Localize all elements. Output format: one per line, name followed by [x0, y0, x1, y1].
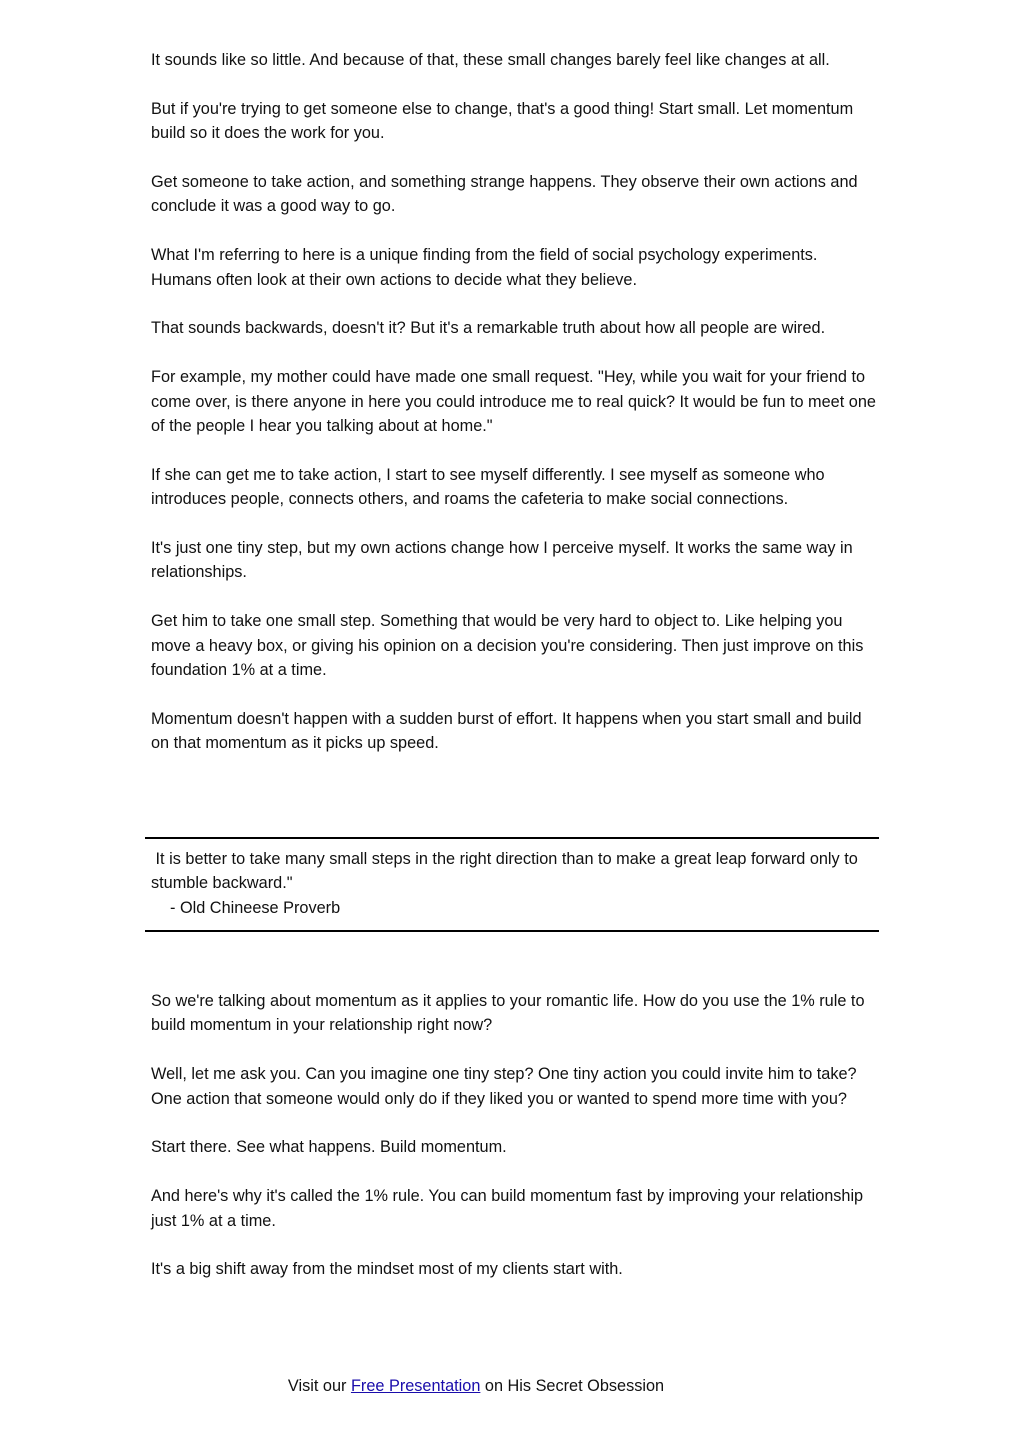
- paragraph: So we're talking about momentum as it applies to your romantic life. How do you use the 1% rule to build momentum in your relationship right now?: [151, 992, 865, 1035]
- paragraph: Get him to take one small step. Something that would be very hard to object to. Like helping you move a heavy box, or giving his opinion on a decision you're considering. Then just improve on this foundation 1% at a time.: [151, 612, 864, 680]
- quote-text: It is better to take many small steps in the right direction than to make a great leap forward only to stumble backward.": [151, 850, 863, 893]
- quote-divider-top: [145, 837, 879, 839]
- paragraph: It's just one tiny step, but my own actions change how I perceive myself. It works the same way in relationships.: [151, 539, 853, 582]
- paragraph: But if you're trying to get someone else to change, that's a good thing! Start small. Let momentum build so it does the work for you.: [151, 99, 854, 143]
- free-presentation-link[interactable]: Free Presentation: [350, 1377, 481, 1395]
- paragraph: It sounds like so little. And because of that, these small changes barely feel like changes at all.: [151, 51, 830, 69]
- paragraph: Momentum doesn't happen with a sudden burst of effort. It happens when you start small and build on that momentum as it picks up speed.: [151, 709, 862, 753]
- quote-attribution: - Old Chineese Proverb: [170, 898, 341, 917]
- footer-prefix: Visit our: [287, 1377, 351, 1395]
- article-body-bottom: [151, 989, 877, 1306]
- footer-suffix: on His Secret Obsession: [480, 1377, 665, 1395]
- paragraph: It's a big shift away from the mindset most of my clients start with.: [151, 1260, 623, 1279]
- paragraph: Well, let me ask you. Can you imagine one tiny step? One tiny action you could invite him to take? One action that someone would only do if they liked you or wanted to spend more time with you?: [151, 1065, 857, 1108]
- footer-promo: [0, 1374, 952, 1398]
- paragraph: And here's why it's called the 1% rule. You can build momentum fast by improving your relationship just 1% at a time.: [151, 1187, 864, 1230]
- paragraph: For example, my mother could have made one small request. "Hey, while you wait for your friend to come over, is there anyone in here you could introduce me to real quick? It would be fun to meet one of the people I hear you talking about at home.": [151, 368, 876, 436]
- paragraph: That sounds backwards, doesn't it? But it's a remarkable truth about how all people are wired.: [151, 319, 826, 338]
- paragraph: Get someone to take action, and something strange happens. They observe their own actions and conclude it was a good way to go.: [151, 173, 858, 216]
- paragraph: If she can get me to take action, I start to see myself differently. I see myself as someone who introduces people, connects others, and roams the cafeteria to make social connections.: [151, 465, 825, 509]
- paragraph: What I'm referring to here is a unique finding from the field of social psychology experiments. Humans often look at their own actions to decide what they believe.: [151, 246, 818, 289]
- article-body-top: [151, 48, 877, 780]
- pull-quote: [151, 847, 877, 920]
- quote-divider-bottom: [145, 930, 879, 932]
- paragraph: Start there. See what happens. Build momentum.: [151, 1138, 507, 1157]
